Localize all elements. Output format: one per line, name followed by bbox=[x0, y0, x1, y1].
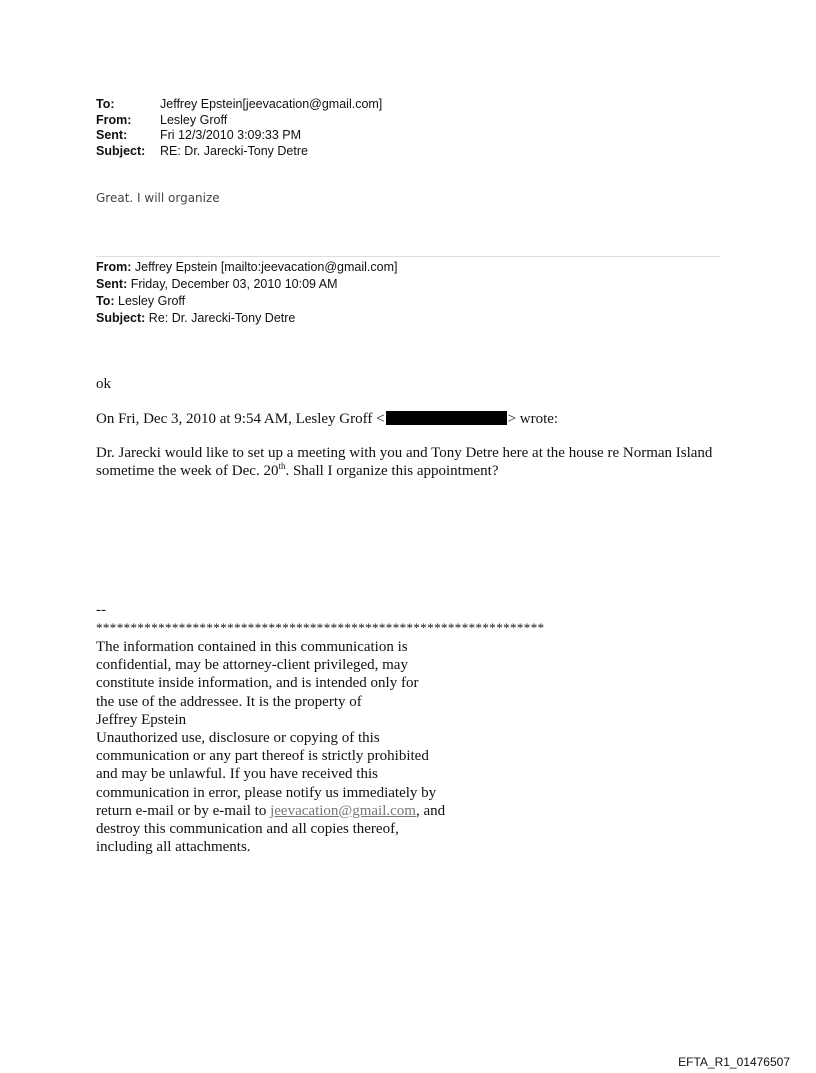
quoted-from-value: Jeffrey Epstein [mailto:jeevacation@gmail.com] bbox=[131, 260, 398, 274]
redaction-box bbox=[386, 411, 507, 425]
quoted-from-row bbox=[96, 259, 397, 276]
sent-value: Fri 12/3/2010 3:09:33 PM bbox=[160, 128, 302, 142]
document-id: EFTA_R1_01476507 bbox=[678, 1055, 790, 1069]
to-value: Jeffrey Epstein[jeevacation@gmail.com] bbox=[160, 97, 383, 111]
disclaimer-line: destroy this communication and all copies thereof, bbox=[96, 821, 399, 838]
quoted-to-value: Lesley Groff bbox=[114, 294, 186, 308]
subject-value: RE: Dr. Jarecki-Tony Detre bbox=[160, 143, 308, 158]
disclaimer-line: Unauthorized use, disclosure or copying of this bbox=[96, 730, 380, 747]
quoted-subject-row bbox=[96, 310, 397, 327]
sent-label: Sent: bbox=[96, 128, 128, 142]
sent-row bbox=[96, 128, 382, 144]
subject-row bbox=[96, 144, 382, 160]
from-label: From: bbox=[96, 112, 132, 127]
confidentiality-disclaimer bbox=[96, 638, 476, 856]
to-row bbox=[96, 97, 382, 113]
ordinal-superscript: th bbox=[278, 461, 286, 471]
quoted-from-label: From: bbox=[96, 260, 132, 274]
disclaimer-line: communication or any part thereof is strictly prohibited bbox=[96, 748, 429, 765]
quoted-subject-label: Subject: bbox=[96, 311, 146, 325]
quoted-header bbox=[96, 259, 397, 327]
disclaimer-line: constitute inside information, and is intended only for bbox=[96, 675, 419, 692]
quoted-to-label: To: bbox=[96, 294, 115, 308]
body-text-end: . Shall I organize this appointment? bbox=[285, 463, 499, 479]
quoted-sent-label: Sent: bbox=[96, 277, 128, 291]
disclaimer-link-prefix: return e-mail or by e-mail to bbox=[96, 802, 271, 819]
disclaimer-line: the use of the addressee. It is the property of bbox=[96, 693, 362, 710]
from-value: Lesley Groff bbox=[160, 112, 228, 127]
body-text-start: Dr. Jarecki would like to set up a meeting with you and Tony Detre here at the house re Norman Island sometime the week of Dec. 20 bbox=[96, 445, 713, 479]
quoted-sent-value: Friday, December 03, 2010 10:09 AM bbox=[127, 277, 338, 291]
quote-attribution bbox=[96, 410, 558, 428]
email-header bbox=[96, 97, 382, 159]
reply-text: Great. I will organize bbox=[96, 191, 220, 205]
disclaimer-line: Jeffrey Epstein bbox=[96, 711, 187, 728]
signature-dashes: -- bbox=[96, 602, 106, 618]
quoted-to-row bbox=[96, 293, 397, 310]
subject-label: Subject: bbox=[96, 143, 146, 158]
attribution-suffix: > wrote: bbox=[507, 411, 559, 427]
disclaimer-line: including all attachments. bbox=[96, 839, 251, 856]
disclaimer-line: confidential, may be attorney-client privileged, may bbox=[96, 657, 408, 674]
attribution-prefix: On Fri, Dec 3, 2010 at 9:54 AM, Lesley Groff < bbox=[96, 411, 385, 427]
quote-divider bbox=[96, 256, 720, 257]
disclaimer-line: and may be unlawful. If you have received this bbox=[96, 766, 378, 783]
email-link[interactable]: jeevacation@gmail.com bbox=[270, 802, 416, 819]
quoted-subject-value: Re: Dr. Jarecki-Tony Detre bbox=[145, 311, 296, 325]
disclaimer-line: communication in error, please notify us immediately by bbox=[96, 784, 437, 801]
disclaimer-line-with-link bbox=[96, 802, 476, 820]
disclaimer-line: The information contained in this communication is bbox=[96, 639, 408, 655]
to-label: To: bbox=[96, 97, 115, 111]
signature-stars: ***************************************************************** bbox=[96, 620, 545, 635]
from-row bbox=[96, 113, 382, 129]
ok-text: ok bbox=[96, 376, 111, 392]
quoted-sent-row bbox=[96, 276, 397, 293]
disclaimer-link-suffix: , and bbox=[415, 802, 446, 819]
message-body bbox=[96, 444, 736, 480]
